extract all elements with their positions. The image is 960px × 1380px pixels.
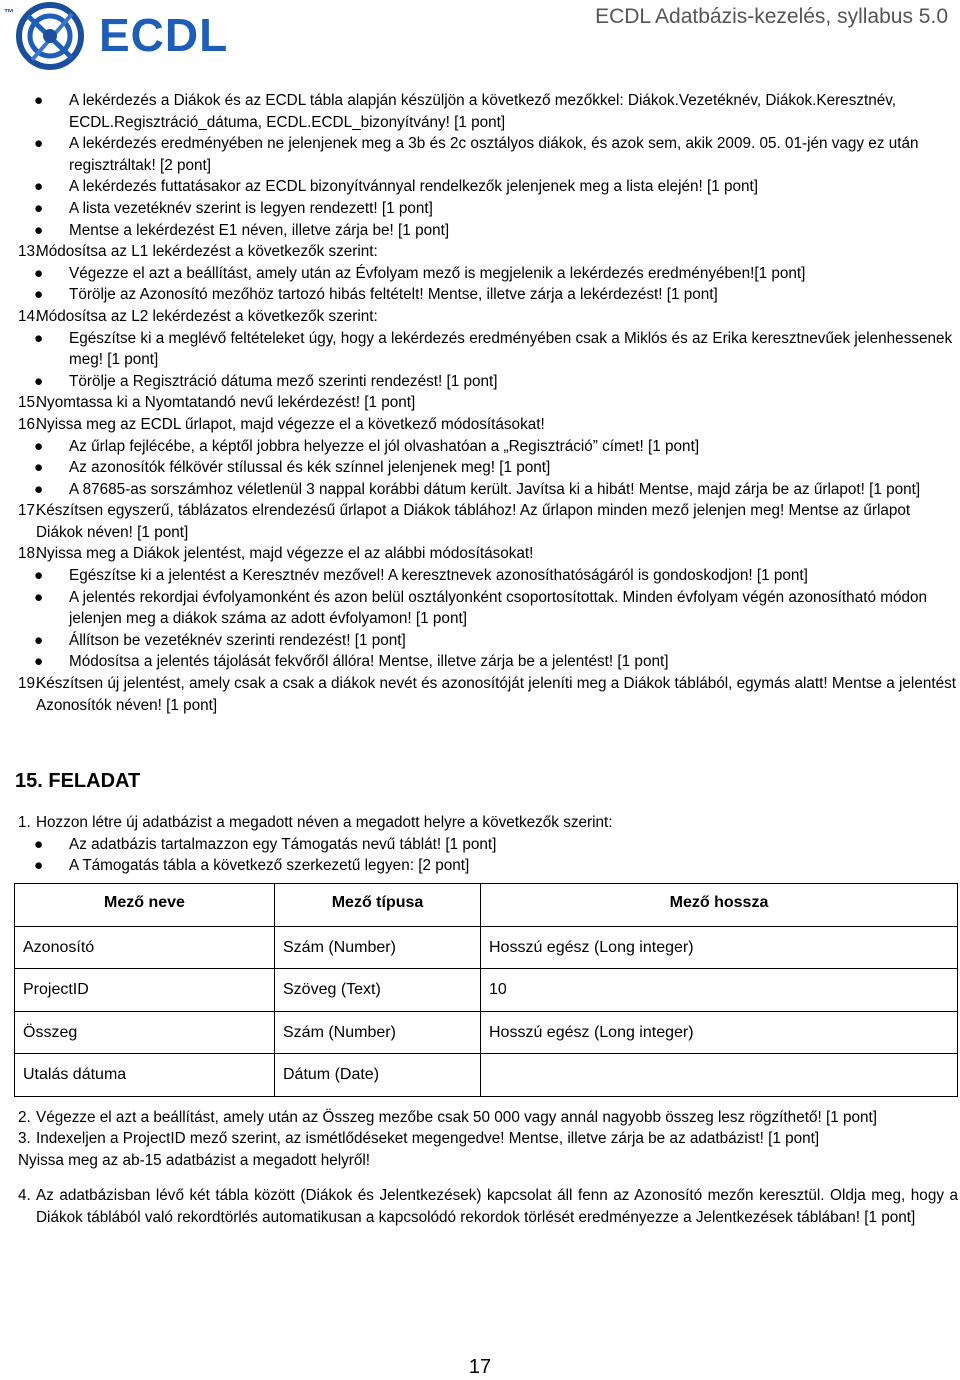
bullet-item bbox=[18, 284, 958, 306]
numbered-item bbox=[18, 500, 958, 543]
bullet-icon: ● bbox=[34, 480, 44, 498]
bullet-item bbox=[18, 587, 958, 630]
bullet-icon: ● bbox=[34, 286, 44, 304]
trademark-mark: ™ bbox=[4, 8, 14, 19]
table-cell: ProjectID bbox=[15, 969, 275, 1012]
item-number: 15. bbox=[18, 394, 40, 412]
bullet-item bbox=[18, 371, 958, 393]
table-cell: Dátum (Date) bbox=[275, 1054, 481, 1097]
bullet-item bbox=[18, 834, 958, 856]
item-number: 19. bbox=[18, 675, 40, 693]
table-cell: Hosszú egész (Long integer) bbox=[481, 1011, 958, 1054]
item-number: 1. bbox=[18, 814, 31, 832]
numbered-item bbox=[18, 1107, 958, 1129]
table-cell: Szám (Number) bbox=[275, 1011, 481, 1054]
table-row bbox=[15, 1054, 958, 1097]
table-cell: Azonosító bbox=[15, 926, 275, 969]
bullet-icon: ● bbox=[34, 221, 44, 239]
item-text: Nyomtassa ki a Nyomtatandó nevű lekérdezést! [1 pont] bbox=[36, 394, 416, 412]
item-number: 3. bbox=[18, 1130, 31, 1148]
item-number: 2. bbox=[18, 1108, 31, 1126]
task-list bbox=[18, 90, 958, 716]
column-header: Mező hossza bbox=[481, 884, 958, 927]
item-text: A 87685-as sorszámhoz véletlenül 3 nappal korábbi dátum került. Javítsa ki a hibát! Mentse, majd zárja be az űrlapot! [1 pont] bbox=[69, 480, 921, 498]
table-cell: Utalás dátuma bbox=[15, 1054, 275, 1097]
item-text: A lekérdezés a Diákok és az ECDL tábla alapján készüljön a következő mezőkkel: Diákok.Vezetéknév, Diákok.Keresztnév, ECDL.Regisztráció_dátuma, ECDL.ECDL_bizonyítvány! [1 pont] bbox=[69, 92, 897, 131]
ecdl-logo bbox=[4, 0, 229, 66]
bullet-icon: ● bbox=[34, 178, 44, 196]
item-text: Az azonosítók félkövér stílussal és kék színnel jelenjenek meg! [1 pont] bbox=[69, 459, 551, 477]
bullet-icon: ● bbox=[34, 631, 44, 649]
item-number: 17. bbox=[18, 502, 40, 520]
page-header bbox=[0, 0, 960, 70]
table-row bbox=[15, 969, 958, 1012]
numbered-item bbox=[18, 241, 958, 263]
item-text: Készítsen új jelentést, amely csak a csak a diákok nevét és azonosítóját jeleníti meg a Diákok táblából, egymás alatt! Mentse a jelentést Azonosítók néven! [1 pont] bbox=[36, 675, 957, 714]
bullet-item bbox=[18, 479, 958, 501]
bullet-icon: ● bbox=[34, 437, 44, 455]
bullet-icon: ● bbox=[34, 264, 44, 282]
bullet-icon: ● bbox=[34, 135, 44, 153]
bullet-icon: ● bbox=[34, 588, 44, 606]
field-structure-table bbox=[14, 883, 958, 1097]
bullet-item bbox=[18, 651, 958, 673]
bullet-item bbox=[18, 855, 958, 877]
table-cell: Szám (Number) bbox=[275, 926, 481, 969]
bullet-item bbox=[18, 630, 958, 652]
section-title: 15. FELADAT bbox=[15, 770, 141, 793]
item-text: Törölje az Azonosító mezőhöz tartozó hibás feltételt! Mentse, illetve zárja a lekérdezést! [1 pont] bbox=[69, 286, 718, 304]
table-header-row bbox=[15, 884, 958, 927]
bullet-icon: ● bbox=[34, 329, 44, 347]
bullet-icon: ● bbox=[34, 459, 44, 477]
item-number: 16. bbox=[18, 415, 40, 433]
numbered-item bbox=[18, 392, 958, 414]
numbered-item bbox=[18, 1128, 958, 1150]
item-text: A Támogatás tábla a következő szerkezetű legyen: [2 pont] bbox=[69, 857, 470, 875]
bullet-icon: ● bbox=[34, 199, 44, 217]
item-number: 14. bbox=[18, 307, 40, 325]
item-text: Készítsen egyszerű, táblázatos elrendezésű űrlapot a Diákok táblához! Az űrlapon minden mező jelenjen meg! Mentse az űrlapot Diákok néven! [1 pont] bbox=[36, 502, 911, 541]
bullet-item bbox=[18, 436, 958, 458]
bullet-icon: ● bbox=[34, 567, 44, 585]
item-text: Nyissa meg az ECDL űrlapot, majd végezze el a következő módosításokat! bbox=[36, 415, 545, 433]
item-number: 18. bbox=[18, 545, 40, 563]
logo-text: ECDL bbox=[99, 9, 229, 61]
bullet-item bbox=[18, 328, 958, 371]
column-header: Mező neve bbox=[15, 884, 275, 927]
item-text: Nyissa meg a Diákok jelentést, majd végezze el az alábbi módosításokat! bbox=[36, 545, 534, 563]
table-cell: 10 bbox=[481, 969, 958, 1012]
table-cell: Összeg bbox=[15, 1011, 275, 1054]
item-number: 13. bbox=[18, 243, 40, 261]
bullet-item bbox=[18, 133, 958, 176]
table-row bbox=[15, 1011, 958, 1054]
bullet-item bbox=[18, 565, 958, 587]
numbered-item bbox=[18, 812, 958, 834]
item-text: A lekérdezés futtatásakor az ECDL bizonyítvánnyal rendelkezők jelenjenek meg a lista elején! [1 pont] bbox=[69, 178, 759, 196]
numbered-item bbox=[18, 414, 958, 436]
page-header-title: ECDL Adatbázis-kezelés, syllabus 5.0 bbox=[595, 5, 948, 28]
item-text: A lista vezetéknév szerint is legyen rendezett! [1 pont] bbox=[69, 199, 433, 217]
item-text: Módosítsa az L1 lekérdezést a következők szerint: bbox=[36, 243, 378, 261]
item-text: Módosítsa a jelentés tájolását fekvőről állóra! Mentse, illetve zárja be a jelentést! [1 pont] bbox=[69, 653, 669, 671]
document-body bbox=[15, 90, 958, 1228]
bullet-item bbox=[18, 198, 958, 220]
item-text: A lekérdezés eredményében ne jelenjenek meg a 3b és 2c osztályos diákok, és azok sem, akik 2009. 05. 01-jén vagy ez után regisztráltak! [2 pont] bbox=[69, 135, 919, 174]
page-number: 17 bbox=[468, 1356, 492, 1378]
bullet-icon: ● bbox=[34, 857, 44, 875]
column-header: Mező típusa bbox=[275, 884, 481, 927]
bullet-icon: ● bbox=[34, 653, 44, 671]
table-cell bbox=[481, 1054, 958, 1097]
table-cell: Hosszú egész (Long integer) bbox=[481, 926, 958, 969]
logo-ring-icon bbox=[10, 0, 92, 76]
item-text: Egészítse ki a meglévő feltételeket úgy, hogy a lekérdezés eredményében csak a Miklós és az Erika keresztnevűek jelenhessenek meg! [1 pont] bbox=[69, 329, 953, 369]
item-text: Módosítsa az L2 lekérdezést a következők szerint: bbox=[36, 307, 378, 325]
numbered-item bbox=[18, 543, 958, 565]
item-text: Egészítse ki a jelentést a Keresztnév mezővel! A keresztnevek azonosíthatóságáról is gondoskodjon! [1 pont] bbox=[69, 567, 808, 585]
item-text: Mentse a lekérdezést E1 néven, illetve zárja be! [1 pont] bbox=[69, 221, 450, 239]
bullet-icon: ● bbox=[34, 835, 44, 853]
table-cell: Szöveg (Text) bbox=[275, 969, 481, 1012]
item-text: Állítson be vezetéknév szerinti rendezést! [1 pont] bbox=[69, 631, 406, 649]
item-text: A jelentés rekordjai évfolyamonként és azon belül osztályonként csoportosítottak. Minden évfolyam végén azonosítható módon jelenjen meg a diákok száma az adott évfolyamon! [1 pont] bbox=[69, 588, 927, 628]
item-text: Törölje a Regisztráció dátuma mező szerinti rendezést! [1 pont] bbox=[69, 372, 498, 390]
item-text: Az adatbázisban lévő két tábla között (Diákok és Jelentkezések) kapcsolat áll fenn az Azonosító mezőn keresztül. Oldja meg, hogy a Diákok táblából való rekordtörlés automatikusan a kapcsolódó rekordok törlését eredményezze a Jelentkezések táblában! [1 pont] bbox=[36, 1187, 958, 1226]
item-text: Az űrlap fejlécébe, a képtől jobbra helyezze el jól olvashatóan a „Regisztráció” címet! [1 pont] bbox=[69, 437, 700, 455]
bullet-item bbox=[18, 176, 958, 198]
item-text: Az adatbázis tartalmazzon egy Támogatás nevű táblát! [1 pont] bbox=[69, 835, 497, 853]
bullet-item bbox=[18, 90, 958, 133]
bullet-item bbox=[18, 457, 958, 479]
item-text: Végezze el azt a beállítást, amely után az Összeg mezőbe csak 50 000 vagy annál nagyobb összeg lesz rögzíthető! [1 pont] bbox=[36, 1108, 877, 1126]
item-number: 4. bbox=[18, 1187, 31, 1205]
numbered-item bbox=[18, 1185, 958, 1228]
table-row bbox=[15, 926, 958, 969]
bullet-item bbox=[18, 263, 958, 285]
bullet-icon: ● bbox=[34, 372, 44, 390]
bullet-item bbox=[18, 220, 958, 242]
item-text: Hozzon létre új adatbázist a megadott néven a megadott helyre a következők szerint: bbox=[36, 814, 613, 832]
instruction-line: Nyissa meg az ab-15 adatbázist a megadott helyről! bbox=[18, 1151, 371, 1169]
item-text: Végezze el azt a beállítást, amely után az Évfolyam mező is megjelenik a lekérdezés eredményében![1 pont] bbox=[69, 264, 806, 282]
numbered-item bbox=[18, 673, 958, 716]
item-text: Indexeljen a ProjectID mező szerint, az ismétlődéseket megengedve! Mentse, illetve zárja be az adatbázist! [1 pont] bbox=[36, 1130, 820, 1148]
bullet-icon: ● bbox=[34, 92, 44, 109]
numbered-item bbox=[18, 306, 958, 328]
